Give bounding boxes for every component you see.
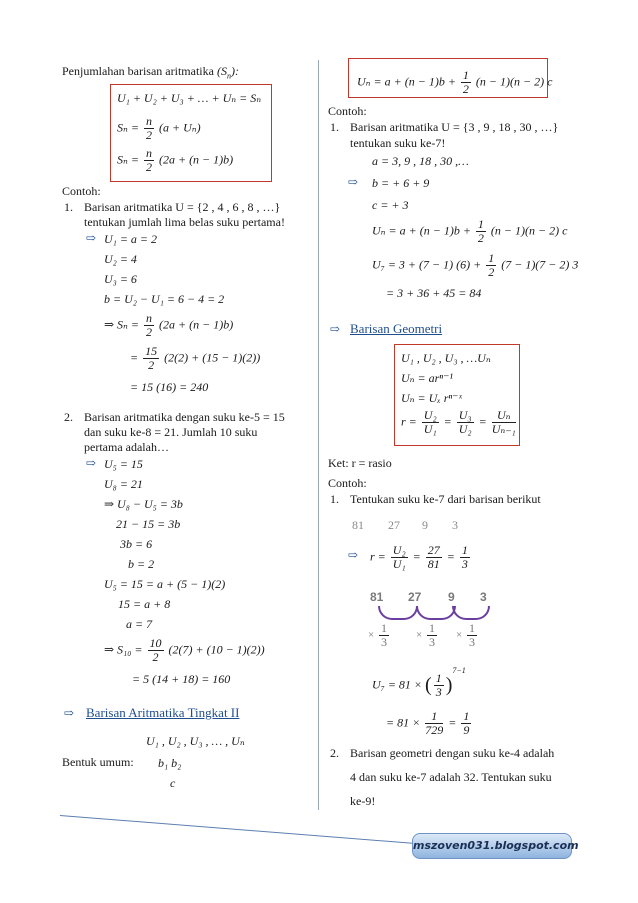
ex2-number: 2.: [64, 410, 73, 424]
footer-badge[interactable]: mszoven031.blogspot.com: [412, 833, 572, 859]
rex1-a-line: a = 3, 9 , 18 , 30 ,…: [372, 154, 469, 168]
gex1-seq-item: 9: [422, 518, 428, 532]
geometri-formula-box: [394, 344, 520, 446]
bentuk-umum-label: Bentuk umum:: [62, 755, 134, 769]
gex1-seq2-item: 81: [370, 590, 384, 604]
geo-un1: Uₙ = arⁿ⁻¹: [401, 371, 454, 385]
ex2-step: 15 = a + 8: [118, 597, 171, 611]
arrow-icon: ⇨: [86, 231, 97, 245]
gex2-text3: ke-9!: [350, 794, 376, 808]
gex1-number: 1.: [330, 492, 339, 506]
gex1-seq2-item: 27: [408, 590, 422, 604]
gex1-ratio: r = $\frac{\text{U₂}}{\text{U₁}}$ = $\frac{27}{81}$ = $\frac{1}{3}$: [370, 543, 468, 571]
ex2-step: U₅ = 15: [104, 457, 143, 471]
ex1-step: U₂ = 4: [104, 252, 137, 266]
sum-line3: Sₙ = $\frac{n}{2}$ (2a + (n − 1)b): [117, 146, 234, 174]
ket-line: Ket: r = rasio: [328, 456, 392, 470]
ex2-step: 21 − 15 = 3b: [116, 517, 181, 531]
contoh-label-left: Contoh:: [62, 184, 101, 198]
ex1-step: b = U₂ − U₁ = 6 − 4 = 2: [104, 292, 225, 306]
rex1-un-line: Uₙ = a + (n − 1)b + $\frac{1}{2}$ (n − 1)(n − 2) c: [372, 217, 568, 245]
sum-title: Penjumlahan barisan aritmatika $(S_n)$:: [62, 64, 239, 81]
ex2-step: 3b = 6: [120, 537, 153, 551]
contoh-label-right: Contoh:: [328, 104, 367, 118]
sum-formula-box: [110, 84, 272, 182]
ex2-text3: pertama adalah…: [84, 440, 169, 454]
ex2-s10-line: ⇒ S₁₀ = $\frac{10}{2}$ (2(7) + (10 − 1)(2)): [104, 636, 265, 664]
arrow-icon: ⇨: [330, 322, 341, 336]
gex2-text1: Barisan geometri dengan suku ke-4 adalah: [350, 746, 555, 760]
ex1-step: U₃ = 6: [104, 272, 137, 286]
gex1-seq-item: 81: [352, 518, 364, 532]
gex1-seq-item: 3: [452, 518, 458, 532]
gex1-mult: × $\frac{1}{3}$: [368, 621, 387, 649]
gex1-u7: U₇ = 81 × ( $\frac{1}{3}$ )$^{7-1}$: [372, 666, 466, 699]
tingkat-ii-formula-box: [348, 58, 553, 98]
footer-divider: [60, 815, 419, 844]
ex1-sn-line2: = $\frac{15}{2}$ (2(2) + (15 − 1)(2)): [130, 344, 261, 372]
tingkat-ii-b-row: b₁ b₂: [158, 756, 182, 770]
section-heading-tingkat-ii: Barisan Aritmatika Tingkat II: [86, 705, 240, 720]
ex2-result: = 5 (14 + 18) = 160: [132, 672, 231, 686]
sum-line1: U₁ + U₂ + U₃ + … + Uₙ = Sₙ: [117, 91, 262, 105]
rex1-u7-line: U₇ = 3 + (7 − 1) (6) + $\frac{1}{2}$ (7 − 1)(7 − 2) 3: [372, 251, 579, 279]
ex2-text1: Barisan aritmatika dengan suku ke-5 = 15: [84, 410, 285, 424]
ex2-step: ⇒ U₈ − U₅ = 3b: [104, 497, 183, 511]
ex1-result: = 15 (16) = 240: [130, 380, 209, 394]
ex2-step: U₈ = 21: [104, 477, 143, 491]
gex1-seq2-item: 9: [448, 590, 455, 604]
rex1-b-line: b = + 6 + 9: [372, 176, 430, 190]
arrow-icon: ⇨: [348, 548, 359, 562]
gex1-text: Tentukan suku ke-7 dari barisan berikut: [350, 492, 541, 506]
rex1-text2: tentukan suku ke-7!: [350, 136, 446, 150]
contoh2-label: Contoh:: [328, 476, 367, 490]
geo-ratio: r = $\frac{\text{U₂}}{\text{U₁}}$ = $\frac{\text{U₃}}{\text{U₂}}$ = $\frac{\text{Uₙ}}{\text{Uₙ₋₁}}$: [401, 408, 516, 436]
column-divider: [318, 60, 319, 810]
ex1-text1: Barisan aritmatika U = {2 , 4 , 6 , 8 , …}: [84, 200, 281, 214]
brace-arc: [378, 606, 418, 620]
rex1-c-line: c = + 3: [372, 198, 409, 212]
ex1-number: 1.: [64, 200, 73, 214]
geo-seq: U₁ , U₂ , U₃ , …Uₙ: [401, 351, 491, 365]
sum-line2: Sₙ = $\frac{n}{2}$ (a + Uₙ): [117, 114, 201, 142]
geo-un2: Uₙ = Uₓ rⁿ⁻ˣ: [401, 391, 462, 405]
ex2-step: U₅ = 15 = a + (5 − 1)(2): [104, 577, 226, 591]
arrow-icon: ⇨: [64, 706, 75, 720]
arrow-icon: ⇨: [86, 456, 97, 470]
brace-arc: [416, 606, 456, 620]
gex2-number: 2.: [330, 746, 339, 760]
gex2-text2: 4 dan suku ke-7 adalah 32. Tentukan suku: [350, 770, 552, 784]
gex1-seq2-item: 3: [480, 590, 487, 604]
tingkat-ii-seq: U₁ , U₂ , U₃ , … , Uₙ: [146, 734, 245, 748]
ex1-step: U₁ = a = 2: [104, 232, 158, 246]
tingkat-ii-c-row: c: [170, 776, 176, 790]
gex1-seq-item: 27: [388, 518, 400, 532]
gex1-mult: × $\frac{1}{3}$: [416, 621, 435, 649]
ex1-text2: tentukan jumlah lima belas suku pertama!: [84, 215, 285, 229]
ex1-sn-line: ⇒ Sₙ = $\frac{n}{2}$ (2a + (n − 1)b): [104, 311, 234, 339]
arrow-icon: ⇨: [348, 175, 359, 189]
rex1-number: 1.: [330, 120, 339, 134]
rex1-result: = 3 + 36 + 45 = 84: [386, 286, 482, 300]
ex2-step: b = 2: [128, 557, 155, 571]
gex1-mult: × $\frac{1}{3}$: [456, 621, 475, 649]
ex2-text2: dan suku ke-8 = 21. Jumlah 10 suku: [84, 425, 258, 439]
rex1-text1: Barisan aritmatika U = {3 , 9 , 18 , 30 , …}: [350, 120, 559, 134]
tingkat-ii-formula: Uₙ = a + (n − 1)b + $\frac{1}{2}$ (n − 1)(n − 2) c: [357, 68, 553, 96]
ex2-step: a = 7: [126, 617, 153, 631]
section-heading-geometri: Barisan Geometri: [350, 321, 443, 336]
brace-arc: [452, 606, 490, 620]
gex1-u7-result: = 81 × $\frac{1}{729}$ = $\frac{1}{9}$: [386, 709, 470, 737]
